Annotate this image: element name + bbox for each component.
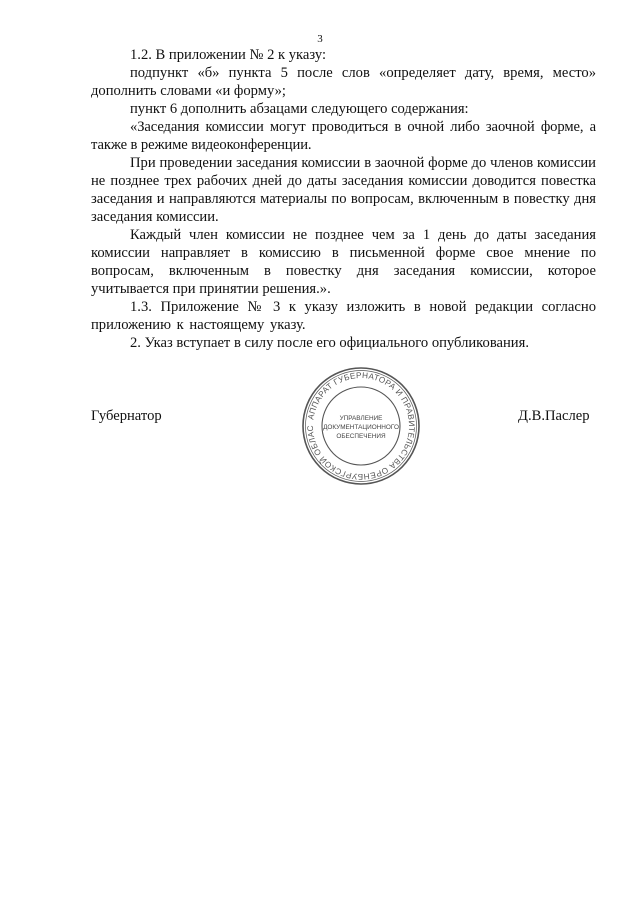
paragraph-member-opinion: Каждый член комиссии не позднее чем за 1 день до даты заседания комиссии направляет в комиссию в письменной форме свое мнение по вопросам, включенным в повестку дня заседания комиссии, которое учитывается при принятии решения.». [91,227,596,297]
seal-ring-text: АППАРАТ ГУБЕРНАТОРА И ПРАВИТЕЛЬСТВА ОРЕНБУРГСКОЙ ОБЛАС [305,370,417,482]
paragraph-point-6: пункт 6 дополнить абзацами следующего содержания: [130,101,469,117]
paragraph-1-3: 1.3. Приложение № 3 к указу изложить в новой редакции согласно приложению к настоящему указу. [91,299,596,333]
paragraph-entry-into-force: 2. Указ вступает в силу после его официального опубликования. [130,335,529,351]
paragraph-meetings-form: «Заседания комиссии могут проводиться в очной либо заочной форме, а также в режиме видеоконференции. [91,119,596,153]
seal-center-line-1: УПРАВЛЕНИЕ [339,415,383,422]
document-body [91,46,596,352]
paragraph-subpoint-b: подпункт «б» пункта 5 после слов «определяет дату, время, место» дополнить словами «и форму»; [91,65,596,99]
signature-title: Губернатор [91,408,162,424]
page-number: 3 [317,33,323,45]
signature-name: Д.В.Паслер [518,408,590,424]
paragraph-absentee-meeting: При проведении заседания комиссии в заочной форме до членов комиссии не позднее трех рабочих дней до даты заседания комиссии доводится повестка заседания и направляются материалы по вопросам, включенным в повестку дня заседания комиссии. [91,155,596,225]
seal-center-line-3: ОБЕСПЕЧЕНИЯ [336,433,386,440]
seal-center-line-2: ДОКУМЕНТАЦИОННОГО [323,424,399,431]
official-seal [300,365,422,487]
paragraph-1-2: 1.2. В приложении № 2 к указу: [130,47,327,63]
